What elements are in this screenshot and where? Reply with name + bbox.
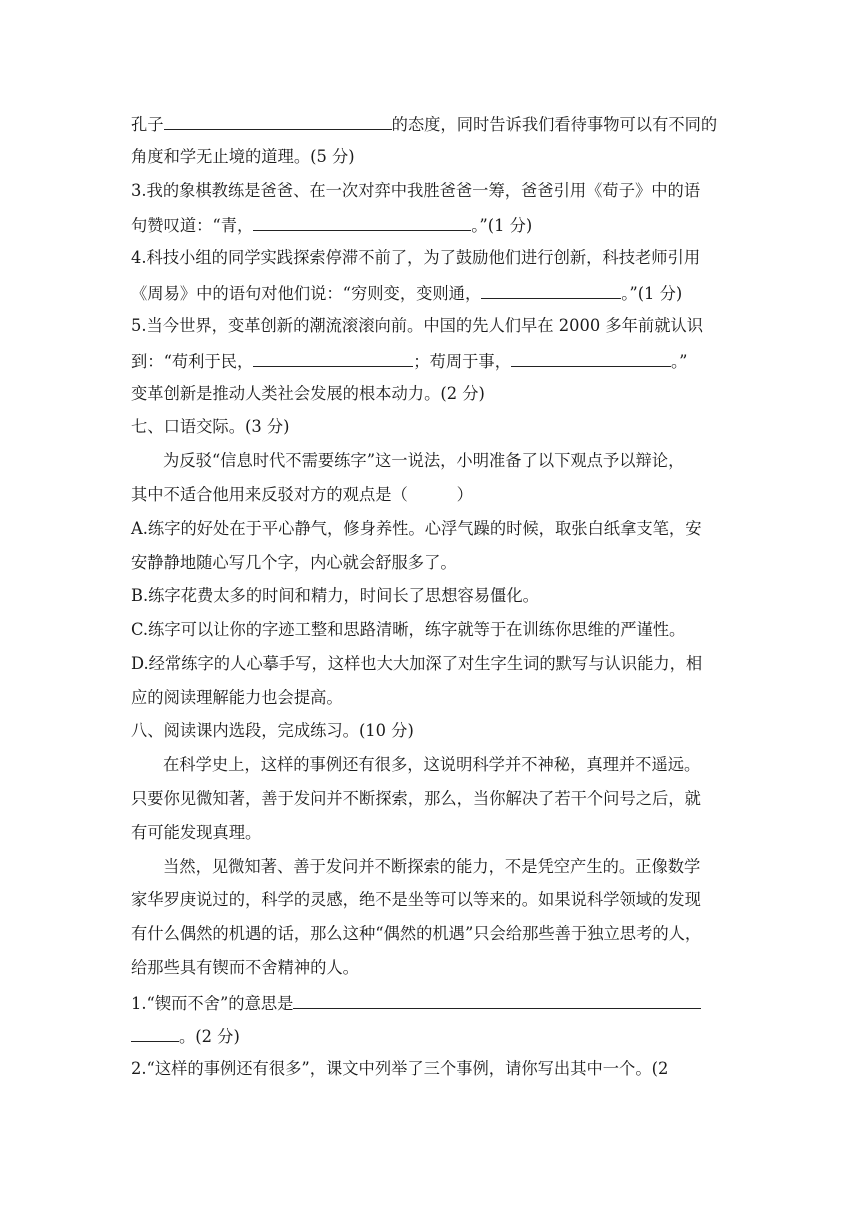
section7-prompt-2: 其中不适合他用来反驳对方的观点是（ ） [131, 485, 473, 504]
section7-prompt-1: 为反驳“信息时代不需要练字”这一说法，小明准备了以下观点予以辩论， [163, 451, 685, 470]
q5-text-b: 到：“苟利于民， [131, 352, 254, 371]
passage-p2-line-2: 家华罗庚说过的，科学的灵感，绝不是坐等可以等来的。如果说科学领域的发现 [131, 890, 701, 909]
q3-line-2 [131, 213, 731, 237]
q5-line-3 [131, 383, 731, 405]
s8-q1-answer-blank-cont[interactable] [131, 1024, 179, 1042]
option-b: B.练字花费太多的时间和精力，时间长了思想容易僵化。 [131, 586, 539, 605]
q4-text-b: 《周易》中的语句对他们说：“穷则变，变则通， [131, 284, 482, 303]
option-d-line-1: D.经常练字的人心摹手写，这样也大大加深了对生字生词的默写与认识能力，相 [131, 654, 703, 673]
q4-line-1 [131, 247, 731, 269]
q5-line-2 [131, 349, 731, 373]
s8-q2: 2.“这样的事例还有很多”，课文中列举了三个事例，请你写出其中一个。(2 [131, 1059, 669, 1078]
q4-answer-blank[interactable] [481, 281, 621, 299]
passage-p2-line-4: 给那些具有锲而不舍精神的人。 [131, 958, 359, 977]
s8-q1-line-2 [131, 1024, 731, 1048]
q4-text-a: 4.科技小组的同学实践探索停滞不前了，为了鼓励他们进行创新，科技老师引用 [131, 248, 701, 267]
s8-q1-answer-blank[interactable] [293, 991, 701, 1009]
option-a-line-2: 安静静地随心写几个字，内心就会舒服多了。 [131, 553, 457, 572]
section7-heading: 七、口语交际。(3 分) [131, 417, 290, 436]
q3-answer-blank[interactable] [253, 213, 471, 231]
q2-answer-blank[interactable] [164, 112, 392, 130]
q2-text-b: 的态度，同时告诉我们看待事物可以有不同的 [391, 115, 718, 134]
passage-p1-line-1: 在科学史上，这样的事例还有很多，这说明科学并不神秘，真理并不遥远。 [163, 755, 701, 774]
option-c: C.练字可以让你的字迹工整和思路清晰，练字就等于在训练你思维的严谨性。 [131, 620, 686, 639]
passage-p2-line-3: 有什么偶然的机遇的话，那么这种“偶然的机遇”只会给那些善于独立思考的人， [131, 924, 702, 943]
q4-text-c: 。”(1 分) [621, 284, 683, 303]
option-a-line-1: A.练字的好处在于平心静气，修身养性。心浮气躁的时候，取张白纸拿支笔，安 [131, 519, 702, 538]
passage-p1-line-3: 有可能发现真理。 [131, 823, 262, 842]
q2-line-2 [131, 146, 731, 168]
q3-text-a: 3.我的象棋教练是爸爸、在一次对弈中我胜爸爸一筹，爸爸引用《荀子》中的语 [131, 181, 701, 200]
q2-text-c: 角度和学无止境的道理。(5 分) [131, 147, 355, 166]
section8-heading: 八、阅读课内选段，完成练习。(10 分) [131, 721, 414, 740]
passage-p2-line-1: 当然，见微知著、善于发问并不断探索的能力，不是凭空产生的。正像数学 [163, 857, 701, 876]
s8-q1-points: 。(2 分) [179, 1027, 240, 1046]
option-d-line-2: 应的阅读理解能力也会提高。 [131, 688, 343, 707]
q5-text-d: 。” [671, 352, 688, 371]
q5-text-c: ；苟周于事， [413, 352, 511, 371]
passage-p1-line-2: 只要你见微知著，善于发问并不断探索，那么，当你解决了若干个问号之后，就 [131, 789, 701, 808]
q3-text-b: 句赞叹道：“青， [131, 216, 254, 235]
q2-line-1 [131, 112, 731, 136]
q5-line-1 [131, 315, 731, 337]
q3-text-c: 。”(1 分) [471, 216, 533, 235]
s8-q1-text: 1.“锲而不舍”的意思是 [131, 994, 294, 1013]
q5-answer-blank-1[interactable] [253, 349, 413, 367]
q4-line-2 [131, 281, 731, 305]
q5-answer-blank-2[interactable] [511, 349, 671, 367]
q5-text-e: 变革创新是推动人类社会发展的根本动力。(2 分) [131, 384, 485, 403]
s8-q1-line-1 [131, 991, 731, 1015]
q2-text-a: 孔子 [131, 115, 164, 134]
q3-line-1 [131, 180, 731, 202]
q5-text-a: 5.当今世界，变革创新的潮流滚滚向前。中国的先人们早在 2000 多年前就认识 [131, 316, 704, 335]
